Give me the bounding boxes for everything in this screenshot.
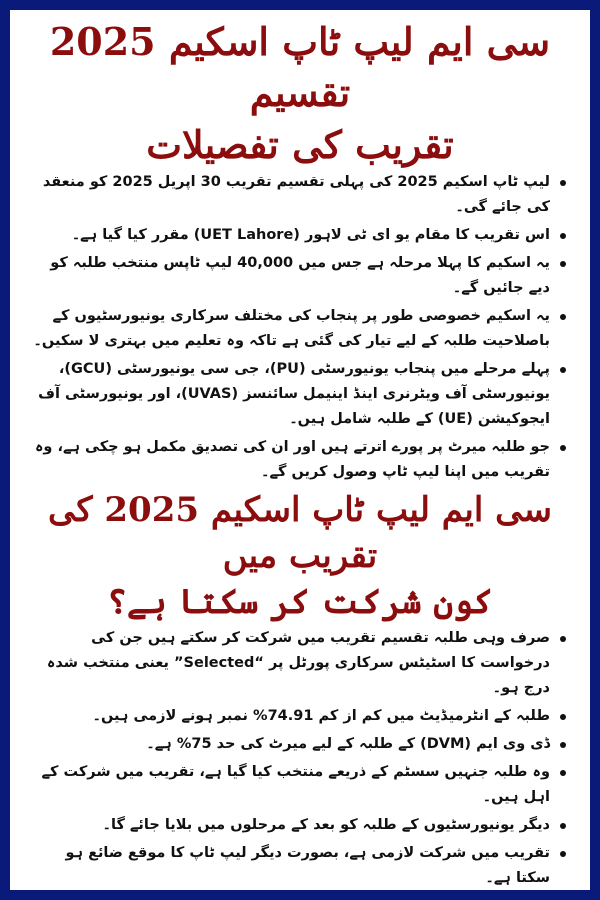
- section2-heading-line2: کون شرکت کر سکتا ہے؟: [106, 581, 494, 622]
- list-item: صرف وہی طلبہ تقسیم تقریب میں شرکت کر سکتے ہیں جن کی درخواست کا اسٹیٹس سرکاری پورٹل پر “Selected” یعنی منتخب شدہ درج ہو۔: [32, 626, 568, 701]
- content-card: [10, 10, 590, 890]
- list-item: ڈی وی ایم (DVM) کے طلبہ کے لیے میرٹ کی حد 75% ہے۔: [32, 732, 568, 757]
- list-item: پہلے مرحلے میں پنجاب یونیورسٹی (PU)، جی سی یونیورسٹی (GCU)، یونیورسٹی آف ویٹرنری اینڈ اینیمل سائنسز (UVAS)، اور یونیورسٹی آف ایجوکیشن (UE) کے طلبہ شامل ہیں۔: [32, 357, 568, 432]
- list-item: طلبہ کے انٹرمیڈیٹ میں کم از کم 74.91% نمبر ہونے لازمی ہیں۔: [32, 704, 568, 729]
- list-item: تقریب میں شرکت لازمی ہے، بصورت دیگر لیپ ٹاپ کا موقع ضائع ہو سکتا ہے۔: [32, 841, 568, 890]
- section1-heading-line1: سی ایم لیپ ٹاپ اسکیم 2025 تقسیم: [49, 19, 551, 116]
- section2-heading: [32, 488, 568, 626]
- list-item: یہ اسکیم کا پہلا مرحلہ ہے جس میں 40,000 لیپ ٹاپس منتخب طلبہ کو دیے جائیں گے۔: [32, 251, 568, 301]
- section2-list: [32, 626, 568, 890]
- list-item: یہ اسکیم خصوصی طور پر پنجاب کی مختلف سرکاری یونیورسٹیوں کے باصلاحیت طلبہ کے لیے تیار کی گئی ہے تاکہ وہ تعلیم میں بہتری لا سکیں۔: [32, 304, 568, 354]
- list-item: جو طلبہ میرٹ پر پورے اترتے ہیں اور ان کی تصدیق مکمل ہو چکی ہے، وہ تقریب میں اپنا لیپ ٹاپ وصول کریں گے۔: [32, 435, 568, 485]
- list-item: دیگر یونیورسٹیوں کے طلبہ کو بعد کے مرحلوں میں بلایا جائے گا۔: [32, 813, 568, 838]
- section1-heading-line2: تقریب کی تفصیلات: [146, 121, 454, 167]
- section1-list: [32, 170, 568, 485]
- list-item: لیپ ٹاپ اسکیم 2025 کی پہلی تقسیم تقریب 30 اپریل 2025 کو منعقد کی جائے گی۔: [32, 170, 568, 220]
- list-item: اس تقریب کا مقام یو ای ٹی لاہور (UET Lahore) مقرر کیا گیا ہے۔: [32, 223, 568, 248]
- section1-heading: [32, 16, 568, 170]
- section2-heading-line1: سی ایم لیپ ٹاپ اسکیم 2025 کی تقریب میں: [48, 489, 552, 576]
- list-item: وہ طلبہ جنہیں سسٹم کے ذریعے منتخب کیا گیا ہے، تقریب میں شرکت کے اہل ہیں۔: [32, 760, 568, 810]
